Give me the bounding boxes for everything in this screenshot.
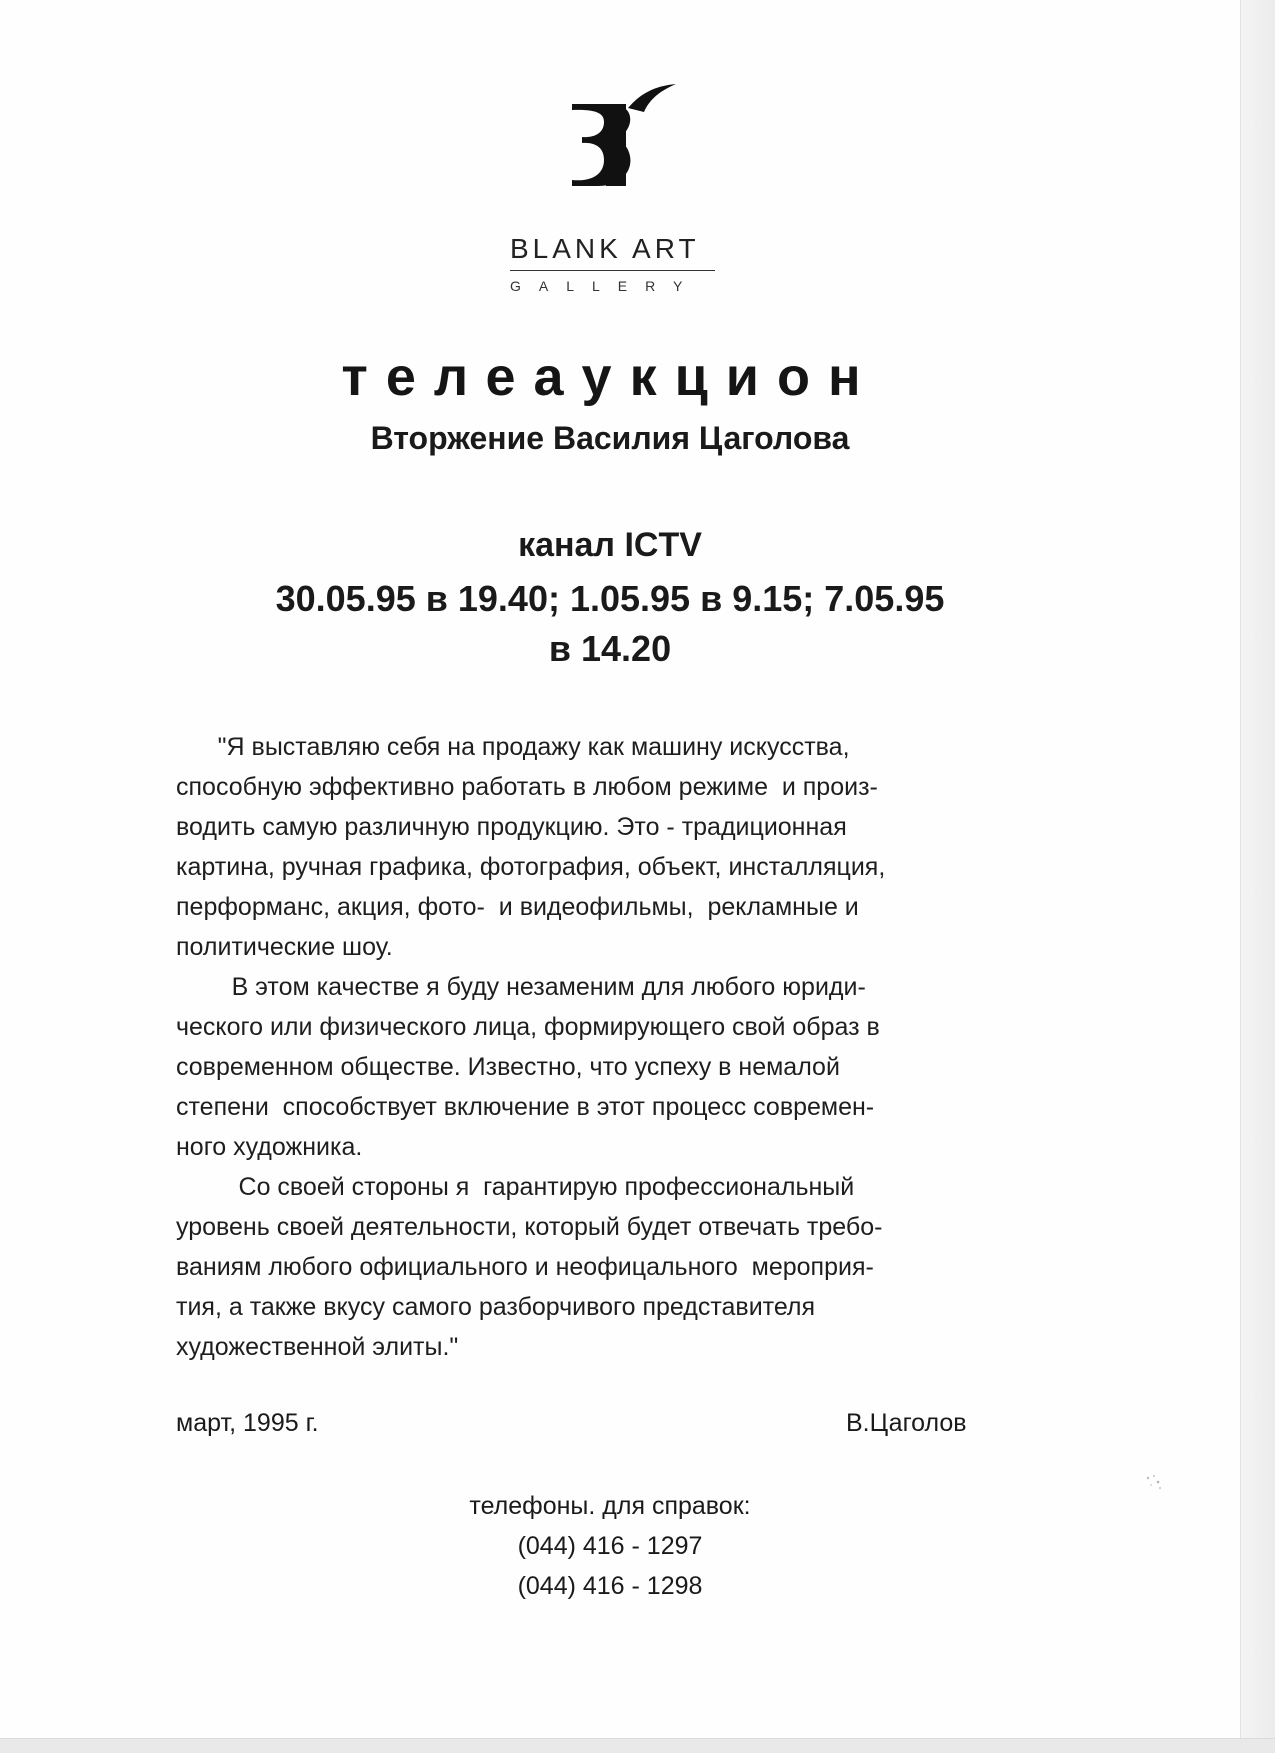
statement-line: "Я выставляю себя на продажу как машину искусства, [176,733,850,761]
statement-line: ческого или физического лица, формирующего свой образ в [176,1013,880,1041]
statement-text [176,727,1056,1367]
gallery-name: BLANK ART [510,232,715,271]
statement-line: ного художника. [176,1133,363,1161]
statement-line: картина, ручная графика, фотография, объект, инсталляция, [176,853,886,881]
statement-line: ваниям любого официального и неофицального мероприя- [176,1253,874,1281]
phone-number: (044) 416 - 1298 [517,1572,703,1600]
page-edge-right [1240,0,1275,1753]
statement-line: художественной элиты." [176,1333,459,1361]
statement-line: способную эффективно работать в любом режиме и произ- [176,773,878,801]
contacts-label: телефоны. для справок: [469,1492,751,1520]
statement-line: уровень своей деятельности, который будет отвечать требо- [176,1213,883,1241]
statement-line: перформанс, акция, фото- и видеофильмы, рекламные и [176,893,859,921]
statement-line: тия, а также вкусу самого разборчивого представителя [176,1293,816,1321]
statement-line: Со своей стороны я гарантирую профессиональный [176,1173,855,1201]
statement-line: степени способствует включение в этот процесс современ- [176,1093,875,1121]
document-date: март, 1995 г. [176,1409,319,1437]
statement-line: В этом качестве я буду незаменим для любого юриди- [176,973,866,1001]
statement-line: политические шоу. [176,933,393,961]
statement-line: водить самую различную продукцию. Это - традиционная [176,813,847,841]
page-title: телеаукцион [341,347,879,407]
page-edge-bottom [0,1738,1275,1753]
gallery-logo-icon [570,82,680,192]
page-subtitle: Вторжение Василия Цаголова [370,420,850,456]
broadcast-channel: канал ICTV [518,526,702,564]
contacts-block [0,1486,1220,1606]
phone-number: (044) 416 - 1297 [517,1532,703,1560]
broadcast-schedule [0,574,1220,674]
signature: В.Цаголов [846,1409,967,1437]
schedule-line: в 14.20 [548,628,672,669]
statement-line: современном обществе. Известно, что успеху в немалой [176,1053,840,1081]
paper-smudge-icon [1140,1468,1170,1498]
schedule-line: 30.05.95 в 19.40; 1.05.95 в 9.15; 7.05.95 [275,578,945,619]
gallery-logo-text [510,232,720,295]
gallery-sub: GALLERY [510,278,701,294]
